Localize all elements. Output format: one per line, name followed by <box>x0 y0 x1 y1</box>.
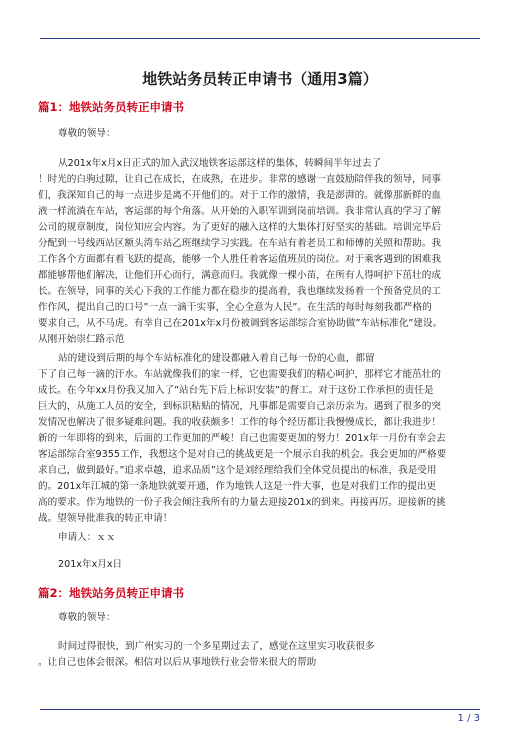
paragraph-line: 成长。在今年xx月份我又加入了”站台先下后上标识安装”的督工。对于这份工作承担的责任是 <box>38 385 434 396</box>
paragraph-line: 都能够帮他们解决，让他们开心而行，满意而归。我就像一棵小苗，在所有人得呵护下茁壮的成 <box>38 270 441 281</box>
paragraph-line: 长。在领导，同事的关心下我的工作能力都在稳步的提高着，我也继续发扬着一个预备党员的工 <box>38 286 441 297</box>
section-2-salutation: 尊敬的领导： <box>58 612 116 623</box>
paragraph-line: 战。望领导批准我的转正申请！ <box>38 513 173 524</box>
paragraph-line: 的。201x年江城的第一条地铁就要开通，作为地铁人这是一件大事，也是对我们工作的提出更 <box>38 481 437 492</box>
section-2-heading: 篇2：地铁站务员转正申请书 <box>38 586 185 600</box>
paragraph-line: 从刚开始崇仁路示范 <box>38 334 125 345</box>
date-line: 201x年x月x日 <box>58 559 123 570</box>
paragraph-line: 从201x年x月x日正式的加入武汉地铁客运部这样的集体，转瞬间半年过去了 <box>58 158 382 169</box>
paragraph-line: 要求自己，从不马虎。有幸自己在201x年x月份被调到客运部综合室协助做”车站标准化”建设。 <box>38 318 443 329</box>
paragraph-line: 。让自己也体会很深。相信对以后从事地铁行业会带来很大的帮助 <box>38 657 317 668</box>
paragraph-line: 公司的规章制度，岗位知应会内容。为了更好的融入这样的大集体打好坚实的基础。培训完毕后 <box>38 222 441 233</box>
signature-line: 申请人：ｘｘ <box>58 532 116 543</box>
paragraph-line: 分配到一号线西站区额头湾车站乙班继续学习实践。在车站有着老员工和师傅的关照和帮助。我 <box>38 238 441 249</box>
section-1-heading: 篇1：地铁站务员转正申请书 <box>38 100 185 114</box>
paragraph-line: 站的建设到后期的每个车站标准化的建设都融入着自己每一份的心血，都留 <box>58 353 375 364</box>
footer-rule <box>40 709 480 710</box>
paragraph-line: 求自己，做到最好。”追求卓越，追求品质”这个是刘经理给我们全体党员提出的标准，我是受用 <box>38 465 437 476</box>
paragraph-line: 发情况也解决了很多疑难问题。我的收获颇多！工作的每个经历都让我慢慢成长，都让我进步！ <box>38 417 441 428</box>
paragraph-line: 液一样流淌在车站，客运部的每个角落。从开始的入职军训到岗前培训。我非常认真的学习了解 <box>38 206 441 217</box>
page-number: 1 / 3 <box>457 713 480 724</box>
paragraph-line: 客运部综合室9355工作，我想这个是对自己的挑战更是一个展示自我的机会。我会更加的严格要 <box>38 449 447 460</box>
paragraph-line: 工作各个方面都有着飞跃的提高，能够一个人胜任着客运值班员的岗位。对于乘客遇到的困难我 <box>38 254 441 265</box>
section-1-salutation: 尊敬的领导： <box>58 128 116 139</box>
document-title: 地铁站务员转正申请书（通用3篇） <box>142 70 378 88</box>
paragraph-line: 下了自己每一滴的汗水。车站就像我们的家一样，它也需要我们的精心呵护，那样它才能茁壮的 <box>38 369 441 380</box>
paragraph-line: 高的要求。作为地铁的一份子我会倾注我所有的力量去迎接201x的到来。再接再厉。迎接新的挑 <box>38 497 446 508</box>
paragraph-line: 们，我深知自己的每一点进步是离不开他们的。对于工作的激情，我是澎湃的。就像那新鲜的血 <box>38 190 441 201</box>
paragraph-line: 新的一年即将的到来，后面的工作更加的严峻！自己也需要更加的努力！201x年一月份有幸会去 <box>38 433 446 444</box>
header-rule <box>40 38 480 39</box>
paragraph-line: ！时光的白驹过隙，让自己在成长，在成熟，在进步。非常的感谢一直鼓励陪伴我的领导，同事 <box>38 174 441 185</box>
paragraph-line: 时间过得很快，到广州实习的一个多星期过去了，感觉在这里实习收获很多 <box>58 641 375 652</box>
paragraph-line: 巨大的，从施工人员的安全，到标识粘贴的情况，凡事都是需要自己亲历亲为。遇到了很多的突 <box>38 401 441 412</box>
paragraph-line: 作作风，提出自己的口号”一点一滴干实事，全心全意为人民”。在生活的每时每刻我都严格的 <box>38 302 432 313</box>
